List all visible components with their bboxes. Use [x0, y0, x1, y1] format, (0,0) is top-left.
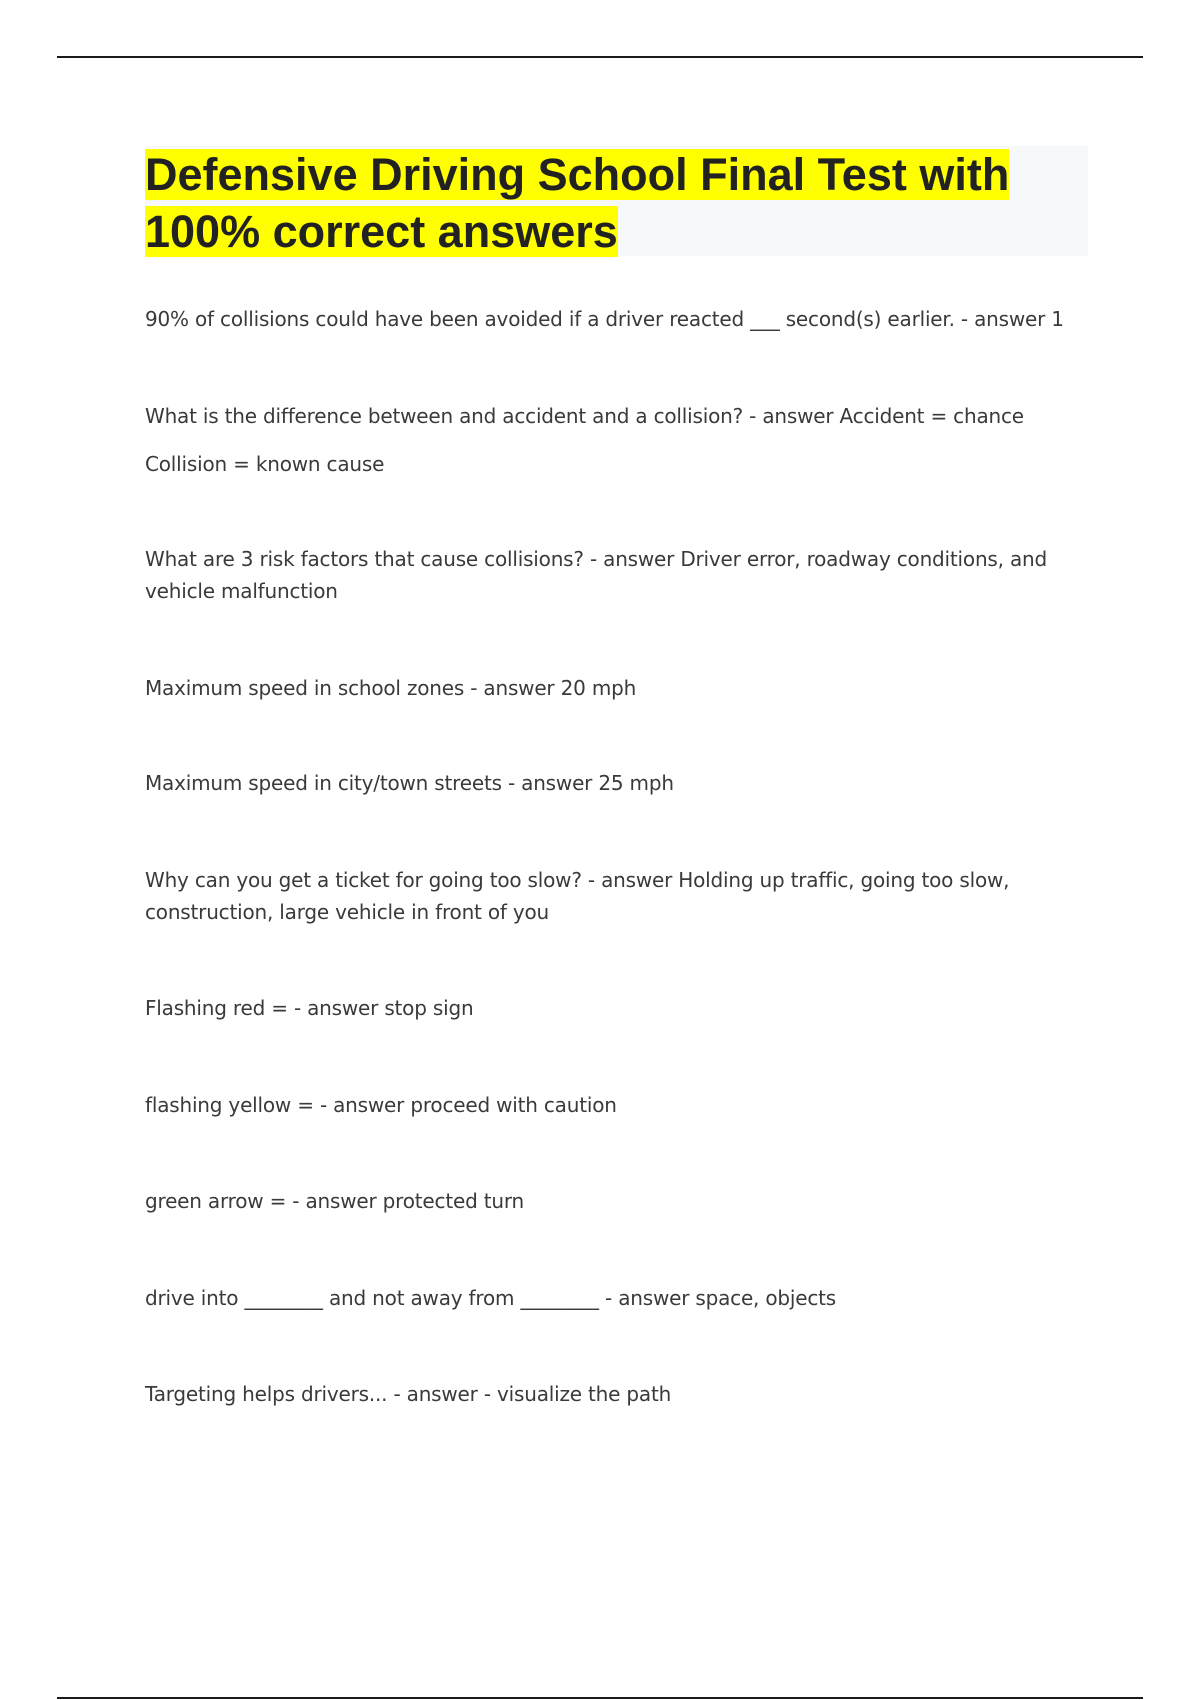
qa-item-11: [145, 1378, 1065, 1410]
bottom-rule: [57, 1697, 1143, 1699]
top-rule: [57, 56, 1143, 58]
qa-item-1: [145, 303, 1065, 335]
qa-item-6-text: Why can you get a ticket for going too slow? - answer Holding up traffic, going too slow, construction, large vehicle in front of you: [145, 868, 1010, 924]
qa-item-8-text: flashing yellow = - answer proceed with caution: [145, 1093, 617, 1117]
qa-item-3: [145, 543, 1065, 607]
qa-item-6: [145, 864, 1065, 928]
qa-item-2-continuation: [145, 448, 1065, 480]
qa-item-7-text: Flashing red = - answer stop sign: [145, 996, 474, 1020]
qa-item-10: [145, 1282, 1065, 1314]
qa-item-2-text: What is the difference between and accident and a collision? - answer Accident = chance: [145, 404, 1024, 428]
qa-item-1-text: 90% of collisions could have been avoided if a driver reacted ___ second(s) earlier. - answer 1: [145, 307, 1064, 331]
document-title: [145, 146, 1088, 260]
qa-item-5: [145, 767, 1065, 799]
qa-item-11-text: Targeting helps drivers... - answer - visualize the path: [145, 1382, 672, 1406]
qa-item-3-text: What are 3 risk factors that cause collisions? - answer Driver error, roadway conditions, and vehicle malfunction: [145, 547, 1047, 603]
qa-item-9-text: green arrow = - answer protected turn: [145, 1189, 524, 1213]
title-highlight: Defensive Driving School Final Test with 100% correct answers: [145, 149, 1010, 257]
qa-item-8: [145, 1089, 1065, 1121]
qa-item-2-text2: Collision = known cause: [145, 452, 385, 476]
qa-item-5-text: Maximum speed in city/town streets - answer 25 mph: [145, 771, 674, 795]
qa-item-4: [145, 672, 1065, 704]
qa-item-2: [145, 400, 1065, 432]
qa-item-10-text: drive into ________ and not away from ________ - answer space, objects: [145, 1286, 837, 1310]
qa-item-9: [145, 1185, 1065, 1217]
qa-item-7: [145, 992, 1065, 1024]
qa-item-4-text: Maximum speed in school zones - answer 20 mph: [145, 676, 637, 700]
